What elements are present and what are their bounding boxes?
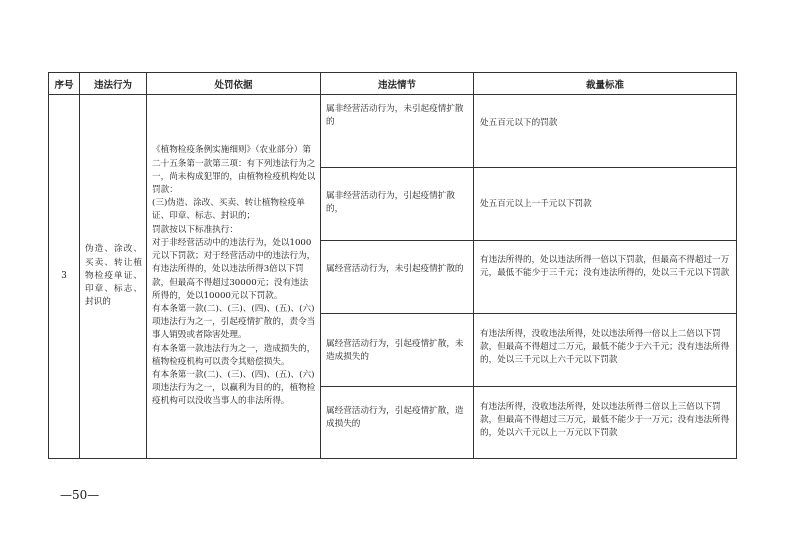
circumstance-cell: 属经营活动行为，引起疫情扩散，未造成损失的 xyxy=(321,314,474,387)
standard-cell: 有违法所得，没收违法所得，处以违法所得二倍以上三倍以下罚款，但最高不得超过三万元，最低不能少于一万元；没有违法所得的，处以六千元以上一万元以下罚款 xyxy=(474,387,737,459)
violation-cell: 伪造、涂改、买卖、转让植物检疫单证、印章、标志、封识的 xyxy=(80,95,147,459)
header-penalty-basis: 处罚依据 xyxy=(147,73,321,95)
circumstance-cell: 属经营活动行为，引起疫情扩散，造成损失的 xyxy=(321,387,474,459)
standard-cell: 有违法所得，没收违法所得，处以违法所得一倍以上二倍以下罚款，但最高不得超过二万元，最低不能少于六千元；没有违法所得的，处以三千元以上六千元以下罚款 xyxy=(474,314,737,387)
page-number: —50— xyxy=(60,488,100,502)
circumstance-cell: 属经营活动行为，未引起疫情扩散的 xyxy=(321,241,474,314)
table-header-row xyxy=(49,73,737,95)
penalty-table xyxy=(48,72,737,459)
standard-cell: 处五百元以下的罚款 xyxy=(474,95,737,168)
header-discretion-standard: 裁量标准 xyxy=(474,73,737,95)
header-violation: 违法行为 xyxy=(80,73,147,95)
penalty-basis-cell: 《植物检疫条例实施细则》（农业部分）第二十五条第一款第三项：有下列违法行为之一，尚未构成犯罪的，由植物检疫机构处以罚款： (三)伪造、涂改、买卖、转让植物检疫单证、印章、标志、封识的； 罚款按以下标准执行： 对于非经营活动中的违法行为，处以1000元以下罚款；对于经营活动中的违法行为，有违法所得的，处以违法所得3倍以下罚款，但最高不得超过30000元；没有违法所得的，处以10000元以下罚款。 有本条第一款(二)、(三)、(四)、(五)、(六)项违法行为之一，引起疫情扩散的，责令当事人销毁或者除害处理。 有本条第一款违法行为之一，造成损失的，植物检疫机构可以责令其赔偿损失。 有本条第一款(二)、(三)、(四)、(五)、(六)项违法行为之一，以赢利为目的的，植物检疫机构可以没收当事人的非法所得。 xyxy=(147,95,321,459)
standard-cell: 有违法所得的，处以违法所得一倍以下罚款，但最高不得超过一万元，最低不能少于三千元；没有违法所得的，处以三千元以下罚款 xyxy=(474,241,737,314)
header-violation-circumstance: 违法情节 xyxy=(321,73,474,95)
circumstance-cell: 属非经营活动行为，引起疫情扩散的， xyxy=(321,168,474,241)
header-serial-number: 序号 xyxy=(49,73,80,95)
serial-number-cell: 3 xyxy=(49,95,80,459)
standard-cell: 处五百元以上一千元以下罚款 xyxy=(474,168,737,241)
circumstance-cell: 属非经营活动行为，未引起疫情扩散的 xyxy=(321,95,474,168)
table-row xyxy=(49,95,737,168)
